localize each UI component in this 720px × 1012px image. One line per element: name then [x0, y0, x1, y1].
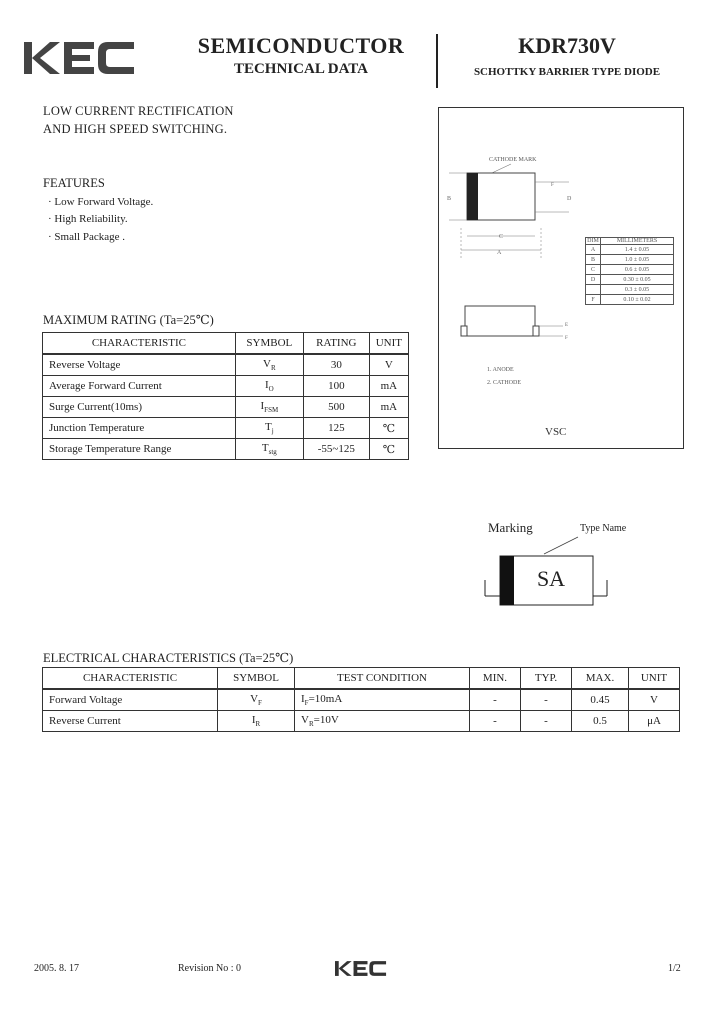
unit-cell: V	[629, 689, 680, 711]
dimension-row	[586, 245, 674, 255]
dim-symbol: D	[586, 275, 601, 285]
characteristic-cell: Average Forward Current	[43, 376, 236, 397]
svg-text:A: A	[497, 250, 502, 256]
dim-symbol: A	[586, 245, 601, 255]
symbol-subscript: stg	[268, 448, 277, 457]
col-header: UNIT	[629, 668, 680, 690]
dim-value: 0.6 ± 0.05	[601, 265, 674, 275]
dim-symbol: C	[586, 265, 601, 275]
symbol-cell	[235, 418, 303, 439]
rating-cell: 500	[303, 397, 369, 418]
symbol-subscript: O	[268, 385, 274, 394]
intro-line-2: AND HIGH SPEED SWITCHING.	[43, 122, 228, 136]
dim-value: 0.3 ± 0.05	[601, 285, 674, 295]
footer-page: 1/2	[668, 963, 681, 974]
col-header: SYMBOL	[218, 668, 295, 690]
table-row	[43, 397, 409, 418]
footer-date: 2005. 8. 17	[34, 963, 79, 974]
max-rating-table	[42, 332, 409, 460]
part-number: KDR730V	[518, 33, 616, 58]
features-title: FEATURES	[43, 176, 105, 190]
unit-cell: V	[369, 354, 408, 376]
col-header: MIN.	[470, 668, 521, 690]
symbol-letter: T	[265, 420, 272, 433]
characteristic-cell: Forward Voltage	[43, 689, 218, 711]
marking-label: Marking	[488, 520, 533, 535]
dimension-row	[586, 275, 674, 285]
max-cell: 0.5	[572, 711, 629, 732]
col-header: SYMBOL	[235, 333, 303, 355]
typ-cell: -	[521, 689, 572, 711]
dimension-row	[586, 295, 674, 305]
symbol-letter: T	[261, 441, 269, 454]
dim-value: 1.0 ± 0.05	[601, 255, 674, 265]
col-header: CHARACTERISTIC	[43, 668, 218, 690]
symbol-letter: I	[264, 378, 269, 391]
elec-title: ELECTRICAL CHARACTERISTICS (Ta=25℃)	[43, 651, 294, 665]
characteristic-cell: Surge Current(10ms)	[43, 397, 236, 418]
footer-kec-logo	[335, 960, 387, 977]
symbol-cell	[218, 711, 295, 732]
rating-cell: 30	[303, 354, 369, 376]
symbol-subscript: FSM	[264, 406, 279, 415]
typ-cell: -	[521, 711, 572, 732]
symbol-subscript: R	[255, 720, 261, 729]
col-header: UNIT	[369, 333, 408, 355]
dim-symbol	[586, 285, 601, 295]
symbol-subscript: j	[271, 427, 274, 436]
symbol-cell	[235, 397, 303, 418]
symbol-letter: I	[260, 399, 265, 412]
header-divider	[436, 34, 438, 88]
dimension-table	[585, 237, 674, 305]
col-header: RATING	[303, 333, 369, 355]
condition-cell	[295, 689, 470, 711]
rating-cell: 100	[303, 376, 369, 397]
dim-value: 0.10 ± 0.02	[601, 295, 674, 305]
dimension-row	[586, 265, 674, 275]
unit-cell: ℃	[369, 418, 408, 439]
dim-symbol: F	[586, 295, 601, 305]
dimension-row	[586, 255, 674, 265]
cond-symbol: I	[301, 692, 305, 705]
cond-value: =10V	[313, 713, 339, 726]
col-header: MAX.	[572, 668, 629, 690]
condition-cell	[295, 711, 470, 732]
symbol-cell	[218, 689, 295, 711]
pin1-label: 1. ANODE	[487, 367, 514, 373]
type-name-label: Type Name	[580, 523, 627, 534]
pin2-label: 2. CATHODE	[487, 380, 521, 386]
cond-subscript: F	[304, 699, 309, 708]
symbol-letter: V	[250, 692, 259, 705]
table-row	[43, 418, 409, 439]
unit-cell: μA	[629, 711, 680, 732]
col-header: TEST CONDITION	[295, 668, 470, 690]
dim-value: 1.4 ± 0.05	[601, 245, 674, 255]
svg-text:E: E	[565, 323, 569, 328]
table-row	[43, 689, 680, 711]
min-cell: -	[470, 689, 521, 711]
characteristic-cell: Reverse Voltage	[43, 354, 236, 376]
marking-code: SA	[536, 566, 566, 591]
symbol-cell	[235, 439, 303, 460]
max-cell: 0.45	[572, 689, 629, 711]
intro-line-1: LOW CURRENT RECTIFICATION	[43, 104, 234, 118]
feature-item: · Small Package .	[48, 231, 125, 243]
package-outline	[438, 107, 684, 449]
symbol-letter: V	[263, 357, 271, 370]
unit-cell: mA	[369, 397, 408, 418]
table-row	[43, 376, 409, 397]
min-cell: -	[470, 711, 521, 732]
svg-text:F: F	[551, 183, 554, 188]
rating-cell: -55~125	[303, 439, 369, 460]
cond-value: =10mA	[308, 692, 343, 705]
symbol-subscript: F	[258, 699, 262, 708]
unit-cell: mA	[369, 376, 408, 397]
svg-text:D: D	[567, 196, 572, 202]
dim-header: DIM	[587, 238, 599, 244]
cathode-mark-label: CATHODE MARK	[489, 157, 537, 163]
col-header: TYP.	[521, 668, 572, 690]
footer-revision: Revision No : 0	[178, 963, 242, 974]
feature-item: · Low Forward Voltage.	[48, 196, 154, 208]
elec-table	[42, 667, 680, 732]
table-row	[43, 354, 409, 376]
symbol-cell	[235, 354, 303, 376]
dimension-row	[586, 285, 674, 295]
header-subtitle: TECHNICAL DATA	[233, 61, 369, 77]
table-row	[43, 439, 409, 460]
svg-text:B: B	[447, 196, 452, 202]
dim-symbol: B	[586, 255, 601, 265]
cond-subscript: R	[308, 720, 314, 729]
characteristic-cell: Junction Temperature	[43, 418, 236, 439]
dim-header: MILLIMETERS	[601, 238, 674, 245]
dim-value: 0.30 ± 0.05	[601, 275, 674, 285]
col-header: CHARACTERISTIC	[43, 333, 236, 355]
unit-cell: ℃	[369, 439, 408, 460]
svg-text:C: C	[499, 234, 504, 240]
rating-cell: 125	[303, 418, 369, 439]
max-rating-title: MAXIMUM RATING (Ta=25℃)	[43, 313, 214, 327]
package-name: VSC	[545, 426, 567, 438]
characteristic-cell: Reverse Current	[43, 711, 218, 732]
symbol-cell	[235, 376, 303, 397]
header-title: SEMICONDUCTOR	[197, 33, 405, 58]
characteristic-cell: Storage Temperature Range	[43, 439, 236, 460]
svg-text:F: F	[565, 336, 568, 341]
device-type: SCHOTTKY BARRIER TYPE DIODE	[473, 66, 661, 78]
cond-symbol: V	[301, 713, 309, 726]
feature-item: · High Reliability.	[48, 213, 128, 225]
symbol-subscript: R	[270, 364, 276, 373]
symbol-letter: I	[251, 713, 256, 726]
kec-logo	[24, 40, 136, 76]
table-row	[43, 711, 680, 732]
